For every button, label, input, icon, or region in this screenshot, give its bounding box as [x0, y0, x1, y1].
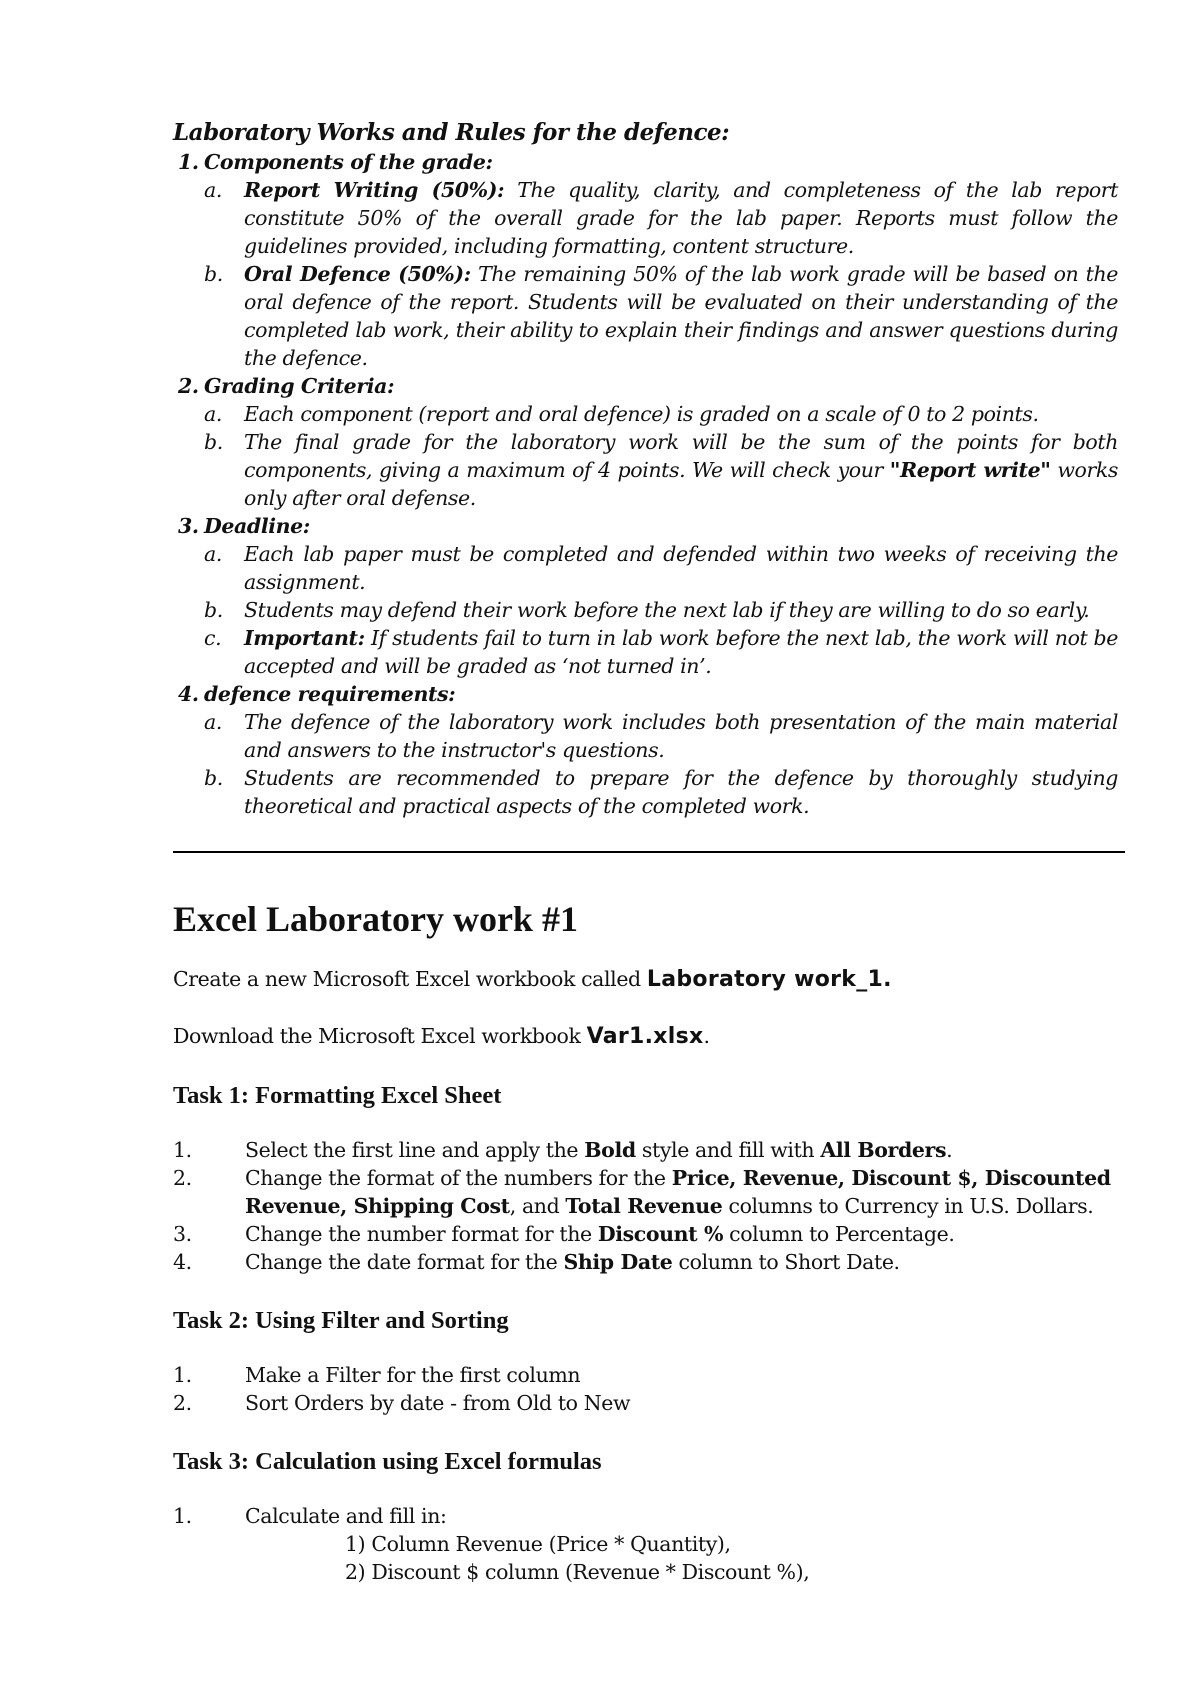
document-content [173, 116, 1123, 1586]
rules-section-heading [178, 680, 1123, 708]
section-number: 4. [178, 682, 199, 706]
list-item: 4. Change the date format for the Ship Date column to Short Date. [173, 1250, 900, 1274]
task-1-heading: Task 1: Formatting Excel Sheet [173, 1082, 502, 1109]
task-2-list [173, 1361, 1123, 1417]
section-number: 2. [178, 374, 199, 398]
rule-item: a. Report Writing (50%): The quality, clarity, and completeness of the lab report constitute 50% of the overall grade for the lab paper. Reports must follow the guidelines provided, including formatting, content structure. [204, 178, 1118, 258]
rules-title: Laboratory Works and Rules for the defence: [173, 119, 730, 146]
task-3-list [173, 1502, 1123, 1530]
task-3-heading: Task 3: Calculation using Excel formulas [173, 1448, 602, 1475]
task-1-list [173, 1136, 1123, 1276]
rule-item: b. Oral Defence (50%): The remaining 50% of the lab work grade will be based on the oral defence of the report. Students will be evaluated on their understanding of the completed lab work, their ability to explain their findings and answer questions during the defence. [204, 262, 1118, 370]
rules-section-heading [178, 512, 1123, 540]
rule-item: b. Students are recommended to prepare for the defence by thoroughly studying theoretical and practical aspects of the completed work. [204, 766, 1118, 818]
rules-items [204, 176, 1123, 372]
list-item: 1. Calculate and fill in: [173, 1504, 447, 1528]
section-divider [173, 851, 1125, 853]
list-item: 3. Change the number format for the Discount % column to Percentage. [173, 1222, 955, 1246]
section-number: 3. [178, 514, 199, 538]
workbook-file: Var1.xlsx [586, 1024, 704, 1049]
section-title: Deadline: [204, 514, 310, 538]
intro-paragraph: Create a new Microsoft Excel workbook called Laboratory work_1. [173, 967, 892, 992]
rules-section-heading [178, 148, 1123, 176]
rules-items [204, 540, 1123, 680]
list-item: 2. Sort Orders by date - from Old to New [173, 1391, 631, 1415]
sub-item: 2) Discount $ column (Revenue * Discount %), [345, 1560, 810, 1584]
section-title: defence requirements: [204, 682, 456, 706]
sub-item: 1) Column Revenue (Price * Quantity), [345, 1532, 731, 1556]
rules-items [204, 400, 1123, 512]
section-number: 1. [178, 150, 199, 174]
rules-items [204, 708, 1123, 820]
workbook-name: Laboratory work_1. [646, 967, 892, 992]
rule-item: a. Each component (report and oral defence) is graded on a scale of 0 to 2 points. [204, 402, 1039, 426]
rule-item: c. Important: If students fail to turn in lab work before the next lab, the work will not be accepted and will be graded as ‘not turned in’. [204, 626, 1118, 678]
list-item: 1. Make a Filter for the first column [173, 1363, 581, 1387]
page-title: Excel Laboratory work #1 [173, 899, 578, 939]
rules-section [173, 116, 1123, 820]
rules-section-heading [178, 372, 1123, 400]
rule-item: b. Students may defend their work before the next lab if they are willing to do so early. [204, 598, 1090, 622]
rule-item: b. The final grade for the laboratory work will be the sum of the points for both components, giving a maximum of 4 points. We will check your "Report write" works only after oral defense. [204, 430, 1118, 510]
rule-item: a. The defence of the laboratory work includes both presentation of the main material and answers to the instructor's questions. [204, 710, 1118, 762]
rule-item: a. Each lab paper must be completed and defended within two weeks of receiving the assignment. [204, 542, 1118, 594]
list-item: 1. Select the first line and apply the Bold style and fill with All Borders. [173, 1138, 953, 1162]
download-paragraph: Download the Microsoft Excel workbook Var1.xlsx. [173, 1024, 710, 1049]
section-title: Components of the grade: [204, 150, 493, 174]
section-title: Grading Criteria: [204, 374, 395, 398]
task-2-heading: Task 2: Using Filter and Sorting [173, 1307, 509, 1334]
list-item: 2. Change the format of the numbers for the Price, Revenue, Discount $, Discounted Revenue, Shipping Cost, and Total Revenue columns to Currency in U.S. Dollars. [173, 1166, 1111, 1218]
